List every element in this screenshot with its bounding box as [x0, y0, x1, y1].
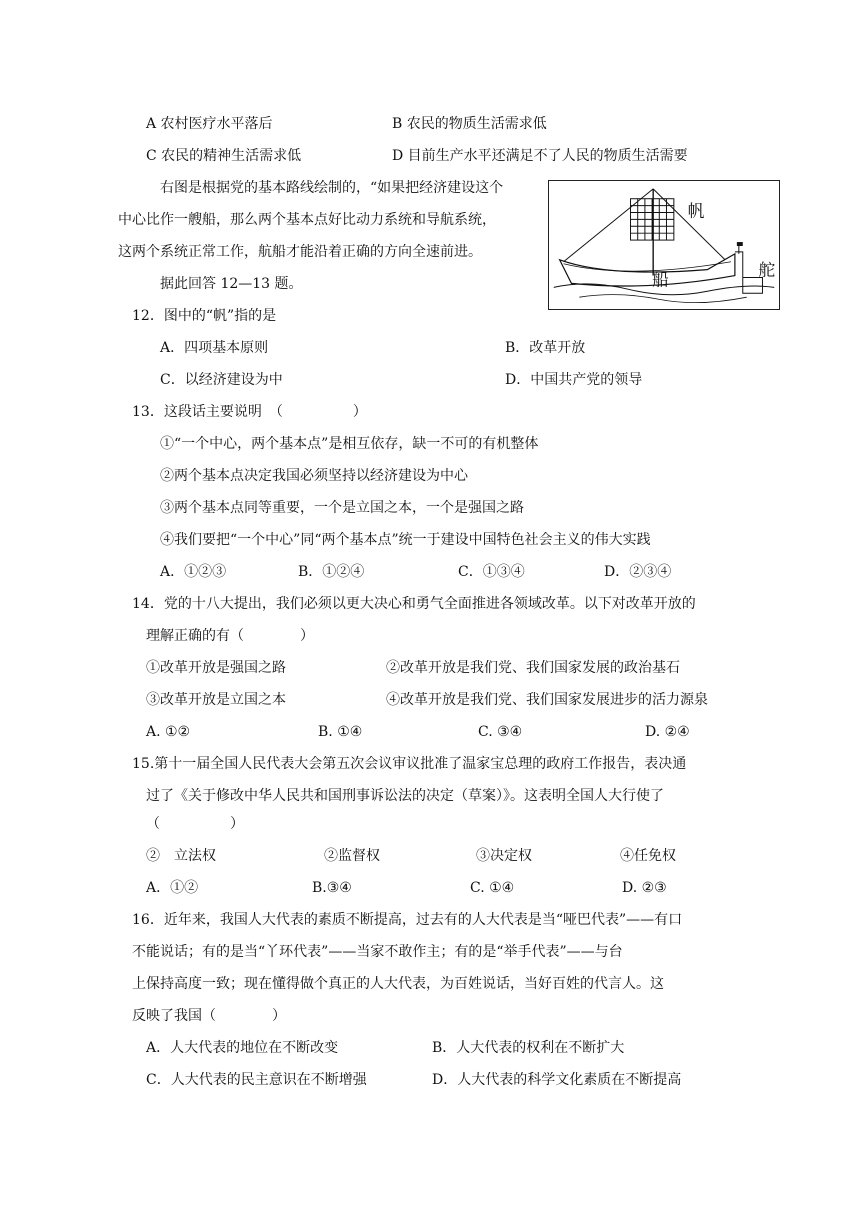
q13-statement-4: ④我们要把“一个中心”同“两个基本点”统一于建设中国特色社会主义的伟大实践	[160, 532, 651, 548]
q15-statement-3: ③决定权	[476, 848, 532, 864]
q16-stem-line-1: 16．近年来，我国人大代表的素质不断提高，过去有的人大代表是当“哑巴代表”——有口	[132, 912, 683, 928]
q13-option-b: B．①②④	[298, 564, 365, 580]
q15-statement-2: ②监督权	[324, 848, 380, 864]
q16-option-d: D．人大代表的科学文化素质在不断提高	[432, 1072, 682, 1088]
q13-option-a: A．①②③	[160, 564, 227, 580]
boat-figure	[548, 180, 780, 310]
q14-statement-1: ①改革开放是强国之路	[146, 660, 286, 676]
intro-line-3: 这两个系统正常工作，航船才能沿着正确的方向全速前进。	[118, 244, 482, 260]
q13-option-d: D．②③④	[604, 564, 672, 580]
label-sail: 帆	[687, 200, 705, 221]
q11-option-a: A 农村医疗水平落后	[146, 116, 273, 132]
q15-stem-line-3: （ ）	[146, 816, 244, 832]
q14-stem-line-2: 理解正确的有（ ）	[146, 628, 314, 644]
q16-stem-line-3: 上保持高度一致；现在懂得做个真正的人大代表，为百姓说话，当好百姓的代言人。这	[132, 976, 664, 992]
q16-option-c: C．人大代表的民主意识在不断增强	[146, 1072, 367, 1088]
q15-option-d: D. ②③	[622, 880, 667, 896]
q12-option-d: D．中国共产党的领导	[505, 372, 643, 388]
q16-option-a: A．人大代表的地位在不断改变	[146, 1040, 339, 1056]
q16-option-b: B．人大代表的权利在不断扩大	[432, 1040, 625, 1056]
intro-line-2: 中心比作一艘船，那么两个基本点好比动力系统和导航系统，	[118, 212, 496, 228]
q14-statement-4: ④改革开放是我们党、我们国家发展进步的活力源泉	[386, 692, 708, 708]
q15-statement-4: ④任免权	[620, 848, 676, 864]
q14-statement-2: ②改革开放是我们党、我们国家发展的政治基石	[386, 660, 680, 676]
q12-option-c: C．以经济建设为中	[160, 372, 283, 388]
q14-option-b: B. ①④	[318, 724, 363, 740]
sail-grid	[631, 199, 674, 240]
intro-line-1: 右图是根据党的基本路线绘制的，“如果把经济建设这个	[160, 180, 504, 196]
q14-option-d: D. ②④	[645, 724, 690, 740]
boat-diagram	[549, 181, 779, 309]
q13-statement-1: ①“一个中心，两个基本点”是相互依存，缺一不可的有机整体	[160, 436, 539, 452]
q14-stem-line-1: 14．党的十八大提出，我们必须以更大决心和勇气全面推进各领域改革。以下对改革开放的	[132, 596, 696, 612]
label-rudder: 舵	[758, 259, 776, 280]
q12-stem: 12．图中的“帆”指的是	[132, 308, 277, 324]
q15-option-c: C. ①④	[470, 880, 515, 896]
q14-statement-3: ③改革开放是立国之本	[146, 692, 286, 708]
q11-option-d: D 目前生产水平还满足不了人民的物质生活需要	[392, 148, 688, 164]
q15-stem-line-1: 15.第十一届全国人民代表大会第五次会议审议批准了温家宝总理的政府工作报告，表决通	[132, 756, 687, 772]
q13-option-c: C．①③④	[458, 564, 525, 580]
q13-stem: 13．这段话主要说明 （ ）	[132, 404, 367, 420]
q14-option-c: C. ③④	[478, 724, 523, 740]
q11-option-c: C 农民的精神生活需求低	[146, 148, 302, 164]
q15-option-b: B.③④	[312, 880, 352, 896]
q14-option-a: A. ①②	[146, 724, 191, 740]
q15-stem-line-2: 过了《关于修改中华人民共和国刑事诉讼法的决定（草案）》。这表明全国人大行使了	[146, 788, 664, 804]
q13-statement-2: ②两个基本点决定我国必须坚持以经济建设为中心	[160, 468, 468, 484]
label-boat: 船	[652, 269, 669, 290]
q13-statement-3: ③两个基本点同等重要，一个是立国之本，一个是强国之路	[160, 500, 524, 516]
q12-option-b: B．改革开放	[505, 340, 586, 356]
q11-option-b: B 农民的物质生活需求低	[392, 116, 547, 132]
intro-line-4: 据此回答 12—13 题。	[160, 276, 303, 292]
q16-stem-line-2: 不能说话；有的是当“丫环代表”——当家不敢作主；有的是“举手代表”——与台	[132, 944, 623, 960]
q16-stem-line-4: 反映了我国（ ）	[132, 1008, 286, 1024]
q15-option-a: A．①②	[146, 880, 199, 896]
q15-statement-1: ② 立法权	[146, 848, 216, 864]
q12-option-a: A．四项基本原则	[160, 340, 269, 356]
